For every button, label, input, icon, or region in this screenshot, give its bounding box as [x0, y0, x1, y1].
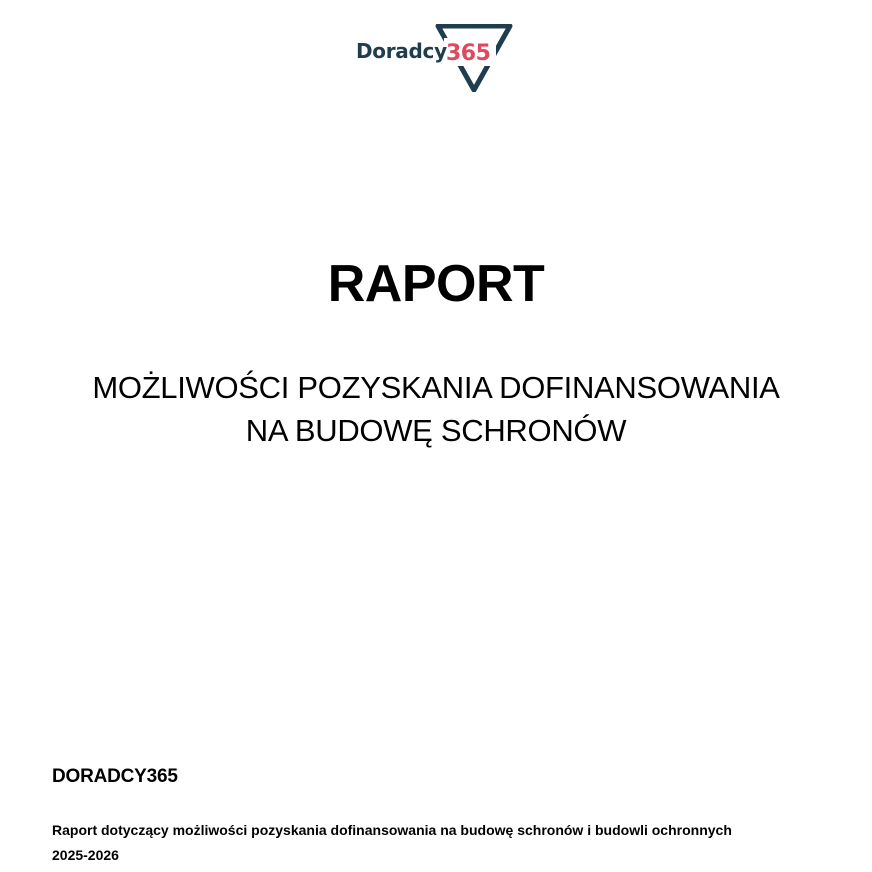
organization-name: DORADCY365 [52, 766, 178, 787]
logo-word: Doradcy [356, 39, 447, 63]
subtitle-line-2: NA BUDOWĘ SCHRONÓW [245, 413, 627, 448]
subtitle-line-1: MOŻLIWOŚCI POZYSKANIA DOFINANSOWANIA [92, 370, 780, 405]
description-line-2: 2025-2026 [52, 847, 119, 863]
report-title: RAPORT [327, 255, 545, 313]
report-subtitle [0, 366, 872, 452]
description-line-1: Raport dotyczący możliwości pozyskania dofinansowania na budowę schronów i budowli ochronnych [52, 822, 732, 838]
report-description [52, 818, 842, 868]
company-logo [354, 24, 514, 92]
logo-number: 365 [446, 41, 491, 66]
